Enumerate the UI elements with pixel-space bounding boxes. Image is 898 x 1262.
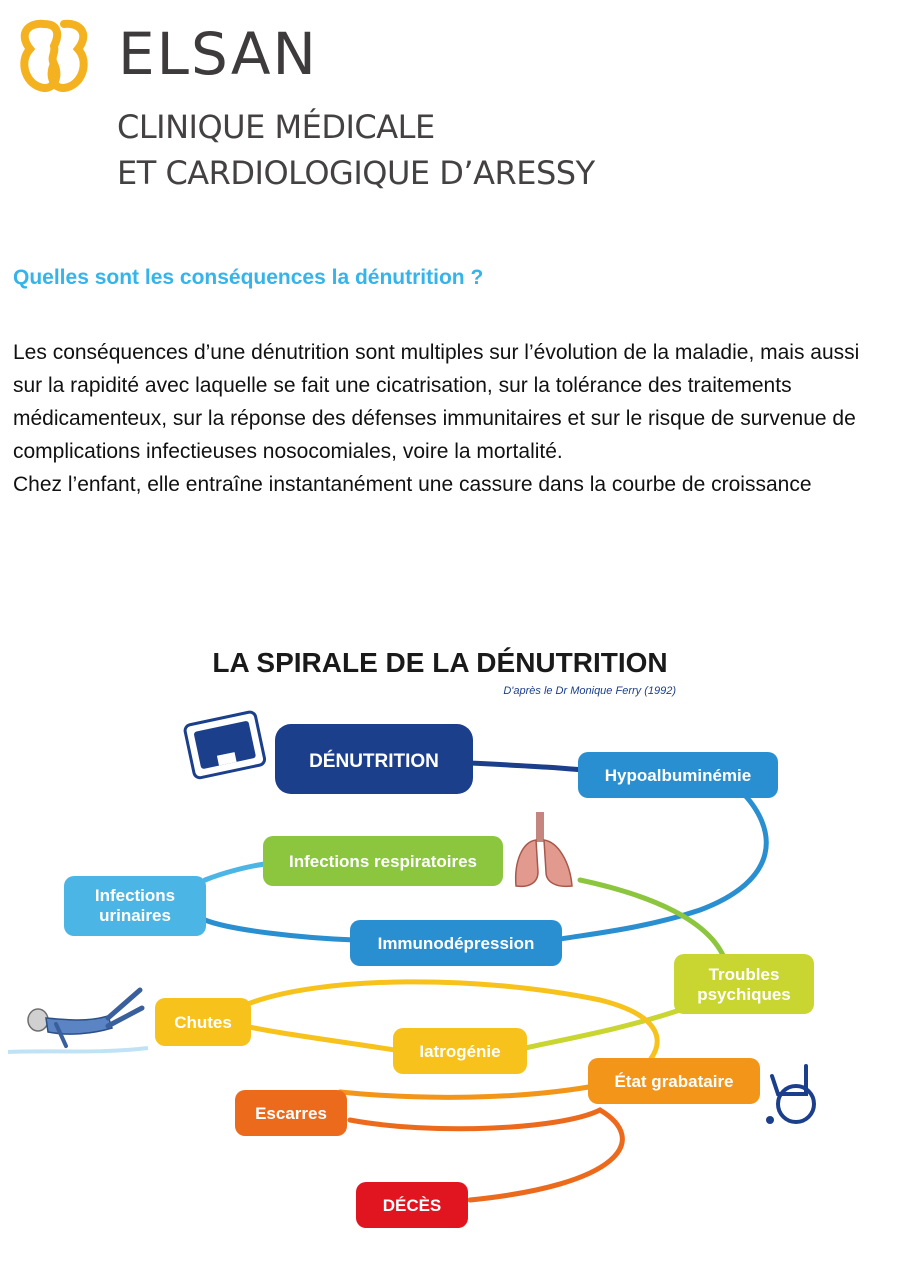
node-denutrition-label: DÉNUTRITION	[309, 751, 439, 772]
elsan-logo-icon	[14, 16, 94, 96]
node-troubles-line2: psychiques	[697, 985, 791, 1004]
spiral-diagram	[0, 630, 898, 1250]
diagram-title: LA SPIRALE DE LA DÉNUTRITION	[212, 647, 668, 678]
node-chutes-label: Chutes	[174, 1013, 232, 1032]
article-body	[13, 336, 893, 501]
node-infections-urinaires	[64, 876, 206, 936]
node-immunodepression-label: Immunodépression	[377, 934, 535, 953]
node-infections-respiratoires-label: Infections respiratoires	[288, 852, 478, 871]
clinic-name-line2: ET CARDIOLOGIQUE D’ARESSY	[117, 154, 595, 192]
paragraph-enfant: Chez l’enfant, elle entraîne instantanément une cassure dans la courbe de croissance	[13, 473, 812, 496]
paragraph-consequences: Les conséquences d’une dénutrition sont multiples sur l’évolution de la maladie, mais aussi sur la rapidité avec laquelle se fait une cicatrisation, sur la tolérance des traitements médicamenteux, sur la réponse des défenses immunitaires et sur le risque de survenue de complications infectieuses nosocomiales, voire la mortalité.	[13, 341, 860, 463]
clinic-name-line1: CLINIQUE MÉDICALE	[117, 108, 435, 146]
node-iatrogenie	[393, 1028, 527, 1074]
node-etat-grabataire-label: État grabataire	[614, 1072, 734, 1091]
node-iatrogenie-label: Iatrogénie	[419, 1042, 501, 1061]
falling-person-icon	[8, 990, 148, 1052]
node-infections-respiratoires	[263, 836, 503, 886]
diagram-subtitle: D'après le Dr Monique Ferry (1992)	[503, 685, 676, 697]
clinic-name	[117, 104, 595, 196]
node-troubles-psychiques	[674, 954, 814, 1014]
node-chutes	[155, 998, 251, 1046]
node-infections-urinaires-line2: urinaires	[99, 906, 171, 925]
node-escarres	[235, 1090, 347, 1136]
brand-name: ELSAN	[118, 20, 318, 88]
node-deces-label: DÉCÈS	[382, 1196, 442, 1215]
wheelchair-icon	[766, 1066, 814, 1124]
node-escarres-label: Escarres	[255, 1104, 327, 1123]
scale-icon	[184, 711, 266, 779]
node-etat-grabataire	[588, 1058, 760, 1104]
node-hypoalbuminemie	[578, 752, 778, 798]
section-heading: Quelles sont les conséquences la dénutrition ?	[13, 266, 484, 289]
node-hypoalbuminemie-label: Hypoalbuminémie	[604, 766, 752, 785]
node-troubles-line1: Troubles	[708, 965, 780, 984]
node-denutrition	[275, 724, 473, 794]
node-immunodepression	[350, 920, 562, 966]
node-infections-urinaires-line1: Infections	[94, 886, 176, 905]
lungs-icon	[516, 812, 572, 886]
node-deces	[356, 1182, 468, 1228]
